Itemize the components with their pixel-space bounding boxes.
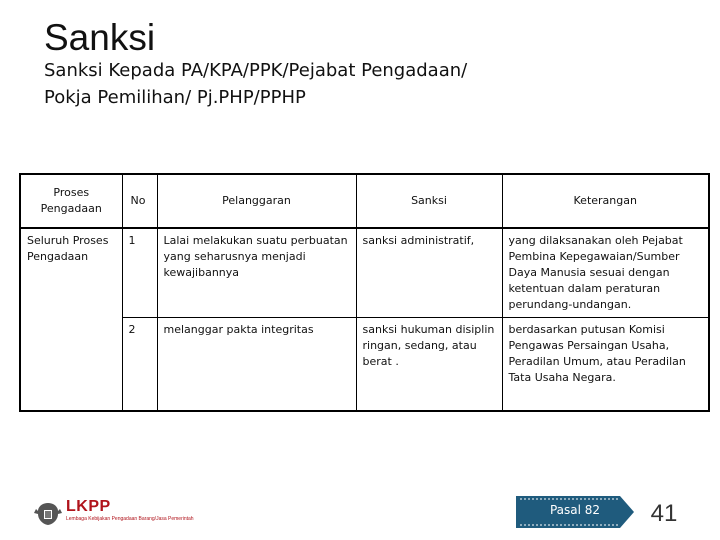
- cell-pelanggaran: Lalai melakukan suatu perbuatan yang seharusnya menjadi kewajibannya: [157, 228, 356, 318]
- sanksi-table: [19, 173, 710, 412]
- cell-sanksi: sanksi hukuman disiplin ringan, sedang, atau berat .: [356, 318, 502, 412]
- header-proses: Proses Pengadaan: [20, 174, 122, 228]
- cell-no: 2: [122, 318, 157, 412]
- cell-no: 1: [122, 228, 157, 318]
- subtitle-line-1: Sanksi Kepada PA/KPA/PPK/Pejabat Pengadaan/: [44, 60, 468, 81]
- cell-keterangan: yang dilaksanakan oleh Pejabat Pembina Kepegawaian/Sumber Daya Manusia sesuai dengan ketentuan dalam peraturan perundang-undangan.: [502, 228, 709, 318]
- header-sanksi: Sanksi: [356, 174, 502, 228]
- subtitle-line-2: Pokja Pemilihan/ Pj.PHP/PPHP: [44, 87, 306, 108]
- table-header-row: [20, 174, 709, 228]
- cell-proses: Seluruh Proses Pengadaan: [20, 228, 122, 411]
- slide-title: Sanksi: [44, 17, 156, 58]
- table-row: [20, 228, 709, 318]
- cell-pelanggaran: melanggar pakta integritas: [157, 318, 356, 412]
- cell-sanksi: sanksi administratif,: [356, 228, 502, 318]
- pasal-label: Pasal 82: [549, 503, 601, 517]
- header-no: No: [122, 174, 157, 228]
- header-keterangan: Keterangan: [502, 174, 709, 228]
- cell-keterangan: berdasarkan putusan Komisi Pengawas Persaingan Usaha, Peradilan Umum, atau Peradilan Tata Usaha Negara.: [502, 318, 709, 412]
- table-row: [20, 318, 709, 412]
- logo-text: LKPP: [66, 498, 111, 515]
- garuda-emblem-icon: [34, 503, 62, 525]
- page-number: 41: [650, 500, 678, 527]
- slide-subtitle: [44, 57, 604, 111]
- header-pelanggaran: Pelanggaran: [157, 174, 356, 228]
- logo-subtext: Lembaga Kebijakan Pengadaan Barang/Jasa Pemerintah: [66, 516, 194, 522]
